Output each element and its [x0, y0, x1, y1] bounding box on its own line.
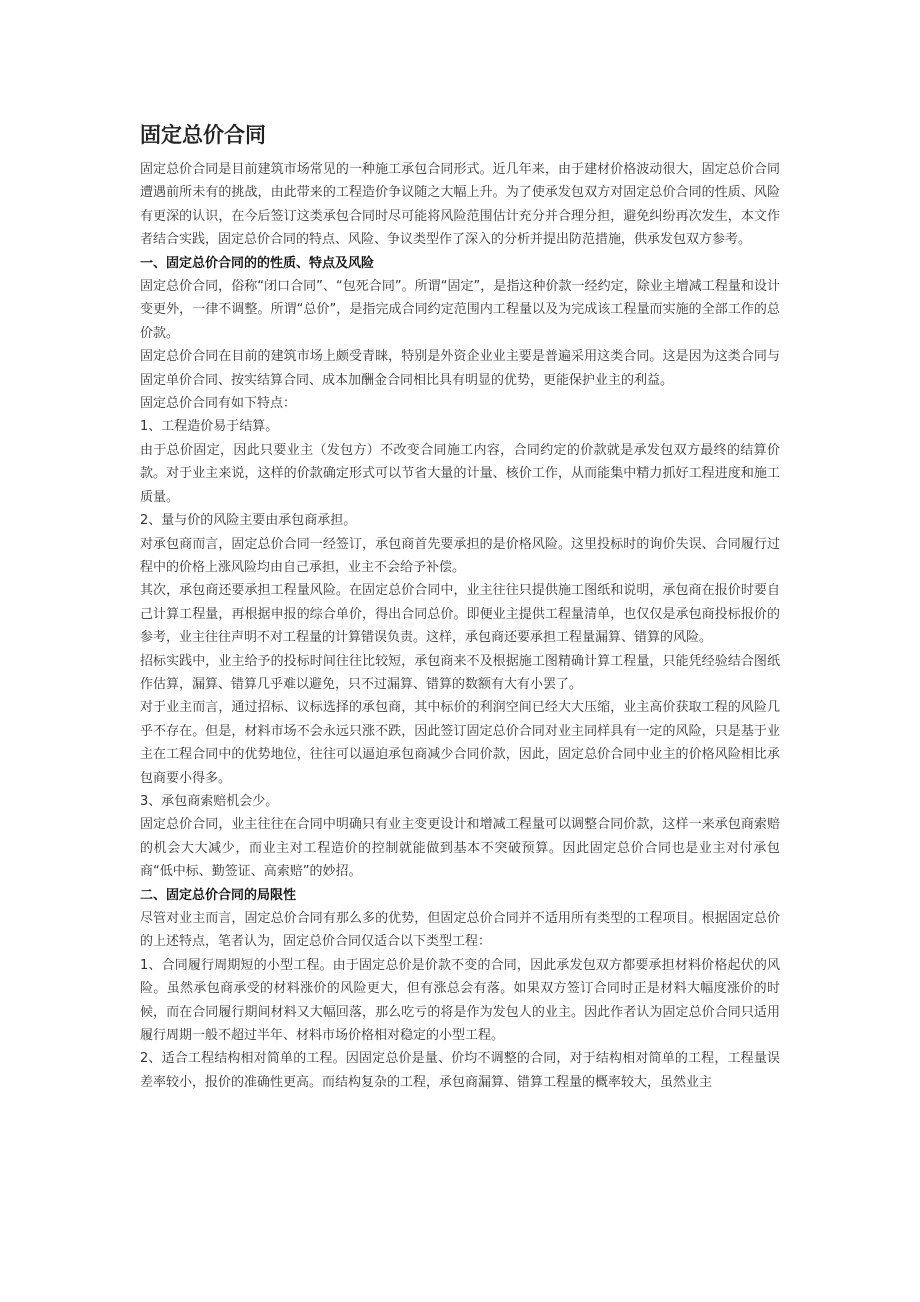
page-title: 固定总价合同 [140, 123, 266, 147]
list-item-heading: 2、量与价的风险主要由承包商承担。 [140, 513, 357, 529]
paragraph: 尽管对业主而言，固定总价合同有那么多的优势，但固定总价合同并不适用所有类型的工程项目。根据固定总价的上述特点，笔者认为，固定总价合同仅适合以下类型工程： [140, 911, 780, 950]
paragraph: 固定总价合同，俗称“闭口合同”、“包死合同”。所谓“固定”，是指这种价款一经约定，除业主增减工程量和设计变更外，一律不调整。所谓“总价”，是指完成合同约定范围内工程量以及为完成该工程量而实施的全部工作的总价款。 [140, 279, 780, 341]
paragraph: 其次，承包商还要承担工程量风险。在固定总价合同中，业主往往只提供施工图纸和说明，承包商在报价时要自己计算工程量，再根据申报的综合单价，得出合同总价。即便业主提供工程量清单，也仅仅是承包商投标报价的参考，业主往往声明不对工程量的计算错误负责。这样，承包商还要承担工程量漏算、错算的风险。 [140, 583, 780, 646]
paragraph: 固定总价合同有如下特点： [140, 396, 297, 412]
paragraph: 固定总价合同，业主往往在合同中明确只有业主变更设计和增减工程量可以调整合同价款，这样一来承包商索赔的机会大大减少，而业主对工程造价的控制就能做到基本不突破预算。因此固定总价合同也是业主对付承包商“低中标、勤签证、高索赔”的妙招。 [140, 817, 780, 880]
section-heading-1: 一、固定总价合同的的性质、特点及风险 [140, 255, 375, 271]
list-item-heading: 3、承包商索赔机会少。 [140, 793, 279, 809]
section-heading-2: 二、固定总价合同的局限性 [140, 887, 297, 903]
document-body [140, 120, 780, 1094]
paragraph: 固定总价合同在目前的建筑市场上颇受青睐，特别是外资企业业主要是普遍采用这类合同。这是因为这类合同与固定单价合同、按实结算合同、成本加酬金合同相比具有明显的优势，更能保护业主的利益。 [140, 349, 780, 388]
paragraph: 对于业主而言，通过招标、议标选择的承包商，其中标价的利润空间已经大大压缩，业主高价获取工程的风险几乎不存在。但是，材料市场不会永远只涨不跌，因此签订固定总价合同对业主同样具有一定的风险，只是基于业主在工程合同中的优势地位，往往可以逼迫承包商减少合同价款，因此，固定总价合同中业主的价格风险相比承包商要小得多。 [140, 700, 780, 786]
paragraph: 2、适合工程结构相对简单的工程。因固定总价是量、价均不调整的合同，对于结构相对简单的工程，工程量误差率较小，报价的准确性更高。而结构复杂的工程，承包商漏算、错算工程量的概率较大，虽然业主 [140, 1051, 780, 1090]
paragraph: 由于总价固定，因此只要业主（发包方）不改变合同施工内容，合同约定的价款就是承发包双方最终的结算价款。对于业主来说，这样的价款确定形式可以节省大量的计量、核价工作，从而能集中精力抓好工程进度和施工质量。 [140, 442, 780, 505]
list-item-heading: 1、工程造价易于结算。 [140, 419, 279, 435]
intro-paragraph: 固定总价合同是目前建筑市场常见的一种施工承包合同形式。近几年来，由于建材价格波动很大，固定总价合同遭遇前所未有的挑战，由此带来的工程造价争议随之大幅上升。为了使承发包双方对固定总价合同的性质、风险有更深的认识，在今后签订这类承包合同时尽可能将风险范围估计充分并合理分担，避免纠纷再次发生，本文作者结合实践，固定总价合同的特点、风险、争议类型作了深入的分析并提出防范措施，供承发包双方参考。 [140, 162, 780, 248]
paragraph: 对承包商而言，固定总价合同一经签订，承包商首先要承担的是价格风险。这里投标时的询价失误、合同履行过程中的价格上涨风险均由自己承担，业主不会给予补偿。 [140, 536, 780, 575]
paragraph: 招标实践中，业主给予的投标时间往往比较短，承包商来不及根据施工图精确计算工程量，只能凭经验结合图纸作估算，漏算、错算几乎难以避免，只不过漏算、错算的数额有大有小罢了。 [140, 653, 780, 692]
paragraph: 1、合同履行周期短的小型工程。由于固定总价是价款不变的合同，因此承发包双方都要承担材料价格起伏的风险。虽然承包商承受的材料涨价的风险更大，但有涨总会有落。如果双方签订合同时正是材料大幅度涨价的时候，而在合同履行期间材料又大幅回落，那么吃亏的将是作为发包人的业主。因此作者认为固定总价合同只适用履行周期一般不超过半年、材料市场价格相对稳定的小型工程。 [140, 957, 780, 1044]
